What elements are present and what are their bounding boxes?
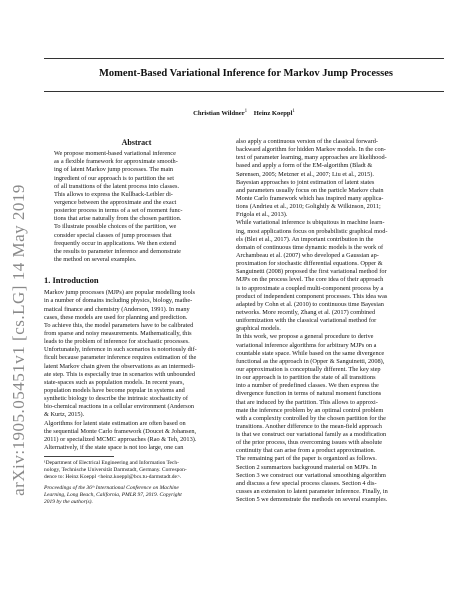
text-line: variational inference algorithms for arbitrary MJPs on a: [236, 341, 377, 349]
text-line: of all transitions of the latent process into classes.: [54, 182, 180, 190]
text-line: in a number of domains including physics, biology, mathe-: [44, 297, 193, 305]
text-line: synthetic biology to describe the intrinsic stochasticity of: [44, 395, 188, 403]
text-line: graphical models.: [236, 325, 281, 333]
text-line: the results to parameter inference and demonstrate: [54, 247, 181, 255]
text-line: dence to: Heinz Koeppl <heinz.koeppl@bcs.tu-darmstadt.de>.: [44, 474, 182, 481]
text-line: population models have become popular in systems and: [44, 386, 185, 394]
text-line: In this work, we propose a general procedure to derive: [236, 333, 374, 341]
text-line: els (Blei et al., 2017). An important contribution in the: [236, 235, 374, 243]
text-line: Monte Carlo framework which has inspired many applica-: [236, 194, 384, 202]
text-line: The remaining part of the paper is organized as follows.: [236, 455, 377, 463]
text-line: tions that arise naturally from the chosen partition.: [54, 215, 182, 223]
abstract-body: [44, 150, 229, 264]
abstract-heading: Abstract: [121, 138, 152, 147]
text-line: also apply a continuous version of the classical forward-: [236, 138, 378, 145]
text-line: & Kurtz, 2015).: [44, 411, 85, 419]
text-line: state-spaces such as population models. In recent years,: [44, 378, 185, 386]
text-line: the sequential Monte Carlo framework (Doucet & Johansen,: [44, 427, 197, 435]
text-line: We propose moment-based variational inference: [54, 150, 176, 158]
text-line: Unfortunately, inference in such scenarios is notoriously dif-: [44, 346, 197, 354]
text-line: Sørensen, 2005; Metzner et al., 2007; Liu et al., 2015).: [236, 170, 374, 178]
text-line: nology, Technische Universität Darmstadt, Germany. Correspon-: [44, 467, 187, 474]
right-column: [236, 138, 421, 504]
footnotes: [44, 460, 229, 506]
right-column-body: [236, 138, 421, 504]
text-line: Frigola et al., 2013).: [236, 211, 288, 219]
text-line: cases, these models are used for planning and prediction.: [44, 313, 188, 321]
text-line: product of independent component processes. This idea was: [236, 292, 388, 300]
text-line: 2011) or specialized MCMC approaches (Rao & Teh, 2013).: [44, 435, 197, 443]
text-line: tions (Andrieu et al., 2010; Golightly & Wilkinson, 2011;: [236, 203, 381, 211]
text-line: ing of latent Markov jump processes. The main: [54, 166, 174, 174]
text-line: domain of continuous time dynamic models is the work of: [236, 243, 384, 251]
text-line: ingredient of our approach is to partition the set: [54, 174, 174, 182]
text-line: into a number of predefined classes. We then express the: [236, 382, 379, 390]
footnote-rule: [44, 456, 114, 457]
text-line: divergence function in terms of natural moment functions: [236, 390, 382, 398]
text-line: mate the inference problem by an optimal control problem: [236, 406, 384, 414]
text-line: Proceedings of the 36ᵗʰ International Conference on Machine: [44, 485, 179, 492]
text-line: Markov jump processes (MJPs) are popular modelling tools: [44, 289, 195, 297]
text-line: frequently occur in applications. We then extend: [54, 239, 176, 247]
text-line: ate step. This is especially true in scenarios with unbounded: [44, 370, 195, 378]
arxiv-stamp: [8, 130, 30, 550]
text-line: adapted by Cohn et al. (2010) to continuous time Bayesian: [236, 300, 384, 308]
text-line: is to approximate a coupled multi-component process by a: [236, 284, 384, 292]
title-rule-top: [44, 58, 444, 59]
text-line: Algorithms for latent state estimation are often based on: [44, 419, 186, 427]
text-line: with a complexity controlled by the chosen partition for the: [236, 414, 386, 422]
text-line: consider special classes of jump processes that: [54, 231, 172, 239]
text-line: networks. More recently, Zhang et al. (2017) combined: [236, 308, 376, 316]
text-line: ing, most applications focus on probabilistic graphical mod-: [236, 227, 388, 235]
text-line: text of parameter learning, many approaches are likelihood-: [236, 154, 387, 162]
text-line: ¹Department of Electrical Engineering and Information Tech-: [44, 460, 179, 467]
text-line: latent Markov chain given the observations as an intermedi-: [44, 362, 196, 370]
author-line: [44, 109, 444, 117]
text-line: Archambeau et al. (2007) who developed a Gaussian ap-: [236, 251, 379, 259]
text-line: Sanguinetti (2008) proposed the first variational method for: [236, 268, 387, 276]
text-line: To illustrate possible choices of the partition, we: [54, 223, 177, 231]
text-line: posterior process in terms of a set of moment func-: [54, 207, 183, 215]
text-line: leads to the problem of inference for stochastic processes.: [44, 338, 190, 346]
author-affil-mark: 1: [292, 109, 295, 114]
text-line: transitions. Another difference to the mean-field approach: [236, 422, 382, 430]
text-line: uniformization with the classical variational method for: [236, 317, 377, 325]
text-line: Alternatively, if the state space is not too large, one can: [44, 443, 184, 451]
text-line: Section 5 we demonstrate the methods on several examples.: [236, 496, 388, 504]
text-line: Learning, Long Beach, California, PMLR 97, 2019. Copyright: [44, 492, 182, 499]
arxiv-stamp-text: arXiv:1905.05451v1 [cs.LG] 14 May 2019: [9, 184, 28, 496]
proceedings-note: [44, 485, 229, 506]
text-line: 2019 by the author(s).: [44, 499, 93, 506]
text-line: functional as the approach in (Opper & Sanguinetti, 2008),: [236, 357, 385, 365]
text-line: the method on several examples.: [54, 255, 137, 263]
text-line: Section 3 we construct our variational smoothing algorithm: [236, 471, 386, 479]
text-line: While variational inference is ubiquitous in machine learn-: [236, 219, 385, 227]
text-line: based and apply a form of the EM-algorithm (Bladt &: [236, 162, 373, 170]
section-heading: 1. Introduction: [44, 275, 99, 286]
text-line: vergence between the approximate and the exact: [54, 199, 177, 206]
text-line: in our approach is to partition the state of all transitions: [236, 374, 376, 382]
text-line: that are induced by the partition. This allows to approxi-: [236, 398, 378, 406]
text-line: our approximation is conceptually different. The key step: [236, 365, 381, 373]
text-line: This allows to express the Kullback-Leibler di-: [54, 190, 173, 198]
affiliation-footnote: [44, 460, 229, 481]
text-line: backward algorithm for hidden Markov models. In the con-: [236, 146, 386, 154]
text-line: continuity that can arise from a product approximation.: [236, 447, 376, 455]
text-line: countable state space. While based on the same divergence: [236, 349, 385, 357]
author-affil-mark: 1: [244, 109, 248, 114]
text-line: of the prior process, thus overcoming issues with absolute: [236, 439, 383, 447]
introduction-body: [44, 289, 229, 452]
paper-title: Moment-Based Variational Inference for Markov Jump Processes: [99, 68, 393, 79]
text-line: is that we construct our variational family as a modification: [236, 431, 387, 439]
text-line: MJPs on the process level. The core idea of their approach: [236, 276, 384, 284]
title-rule-bottom: [44, 91, 444, 92]
text-line: ficult because parameter inference requires estimation of the: [44, 354, 197, 362]
text-line: proximation for stochastic differential equations. Opper &: [236, 260, 383, 268]
text-line: Section 2 summarizes background material on MJPs. In: [236, 463, 377, 471]
text-line: matical finance and chemistry (Anderson, 1991). In many: [44, 305, 190, 313]
text-line: and discuss a few special process classes. Section 4 dis-: [236, 479, 377, 487]
text-line: as a flexible framework for approximate smooth-: [54, 158, 178, 166]
text-line: cusses an extension to latent parameter inference. Finally, in: [236, 488, 388, 496]
text-line: bio-chemical reactions in a cellular environment (Anderson: [44, 403, 195, 411]
text-line: and parameters usually focus on the particle Markov chain: [236, 186, 384, 194]
text-line: from sparse and noisy measurements. Mathematically, this: [44, 329, 192, 337]
text-line: Bayesian approaches to joint estimation of latent states: [236, 178, 375, 186]
left-column: [44, 139, 229, 506]
text-line: To achieve this, the model parameters have to be calibrated: [44, 321, 194, 329]
author-name: Heinz Koeppl: [253, 110, 293, 118]
author-name: Christian Wildner: [193, 110, 245, 118]
